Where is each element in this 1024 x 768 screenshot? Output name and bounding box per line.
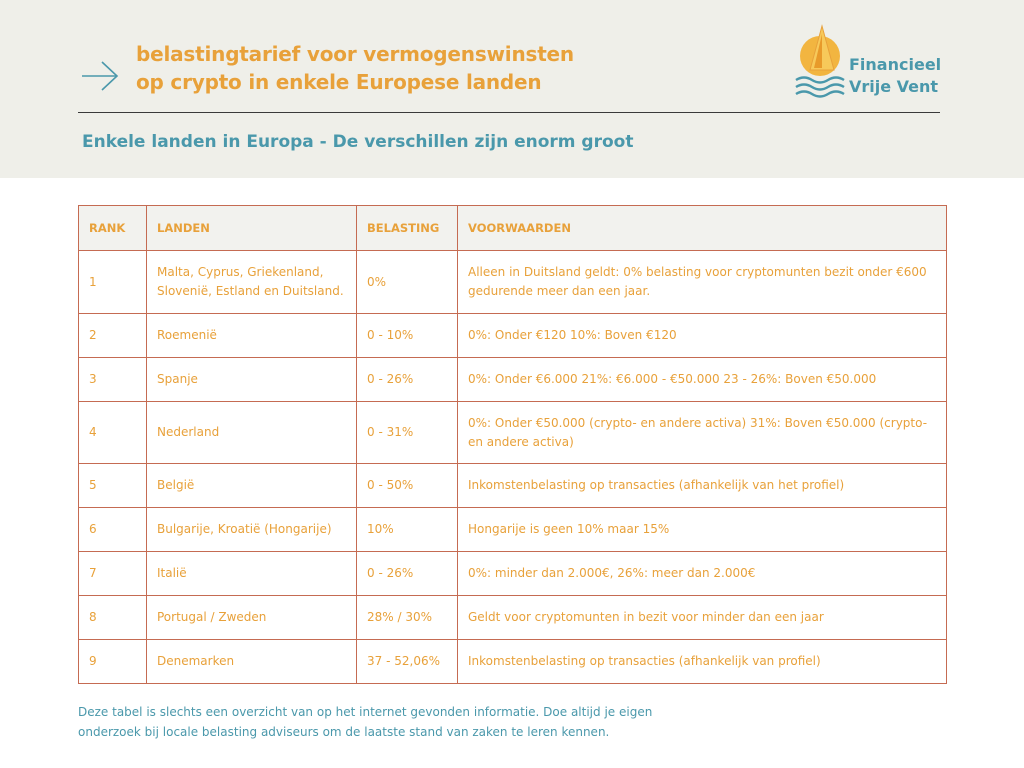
column-header-tax: BELASTING: [357, 206, 458, 251]
table-row: [79, 464, 947, 508]
conditions-cell: Inkomstenbelasting op transacties (afhankelijk van het profiel): [458, 464, 947, 508]
conditions-cell: 0%: minder dan 2.000€, 26%: meer dan 2.000€: [458, 552, 947, 596]
rank-cell: 3: [79, 358, 147, 402]
conditions-cell: 0%: Onder €50.000 (crypto- en andere activa) 31%: Boven €50.000 (crypto- en andere activa): [458, 402, 947, 464]
table-row: [79, 314, 947, 358]
tax-cell: 0 - 31%: [357, 402, 458, 464]
header-divider: [78, 112, 940, 113]
logo-text: [849, 54, 941, 98]
tax-cell: 0 - 10%: [357, 314, 458, 358]
conditions-cell: Hongarije is geen 10% maar 15%: [458, 508, 947, 552]
logo-line-2: Vrije Vent: [849, 77, 939, 96]
tax-cell: 28% / 30%: [357, 596, 458, 640]
country-cell: Denemarken: [147, 640, 357, 684]
table-row: [79, 640, 947, 684]
rank-cell: 8: [79, 596, 147, 640]
rank-cell: 7: [79, 552, 147, 596]
page-header: [0, 0, 1024, 178]
table-row: [79, 552, 947, 596]
country-cell: Portugal / Zweden: [147, 596, 357, 640]
tax-cell: 0 - 26%: [357, 358, 458, 402]
table-header-row: [79, 206, 947, 251]
rank-cell: 2: [79, 314, 147, 358]
column-header-rank: RANK: [79, 206, 147, 251]
disclaimer-line-2: onderzoek bij locale belasting adviseurs om de laatste stand van zaken te leren kennen.: [78, 725, 610, 739]
country-cell: Bulgarije, Kroatië (Hongarije): [147, 508, 357, 552]
tax-rate-table: [78, 205, 947, 684]
table-row: [79, 358, 947, 402]
country-cell: Malta, Cyprus, Griekenland, Slovenië, Estland en Duitsland.: [147, 251, 357, 314]
tax-cell: 10%: [357, 508, 458, 552]
conditions-cell: Alleen in Duitsland geldt: 0% belasting voor cryptomunten bezit onder €600 gedurende meer dan een jaar.: [458, 251, 947, 314]
disclaimer-note: [78, 702, 718, 742]
rank-cell: 5: [79, 464, 147, 508]
rank-cell: 9: [79, 640, 147, 684]
conditions-cell: 0%: Onder €120 10%: Boven €120: [458, 314, 947, 358]
rank-cell: 6: [79, 508, 147, 552]
page-title: [136, 40, 574, 96]
title-line-1: belastingtarief voor vermogenswinsten: [136, 42, 574, 66]
column-header-conditions: VOORWAARDEN: [458, 206, 947, 251]
tax-cell: 0 - 50%: [357, 464, 458, 508]
country-cell: Roemenië: [147, 314, 357, 358]
arrow-right-icon: [80, 58, 120, 94]
conditions-cell: Inkomstenbelasting op transacties (afhankelijk van profiel): [458, 640, 947, 684]
country-cell: Spanje: [147, 358, 357, 402]
country-cell: België: [147, 464, 357, 508]
table-row: [79, 596, 947, 640]
title-line-2: op crypto in enkele Europese landen: [136, 70, 542, 94]
country-cell: Nederland: [147, 402, 357, 464]
tax-cell: 37 - 52,06%: [357, 640, 458, 684]
table-row: [79, 402, 947, 464]
rank-cell: 1: [79, 251, 147, 314]
tax-cell: 0 - 26%: [357, 552, 458, 596]
table-row: [79, 251, 947, 314]
rank-cell: 4: [79, 402, 147, 464]
conditions-cell: 0%: Onder €6.000 21%: €6.000 - €50.000 23 - 26%: Boven €50.000: [458, 358, 947, 402]
conditions-cell: Geldt voor cryptomunten in bezit voor minder dan een jaar: [458, 596, 947, 640]
page-subtitle: Enkele landen in Europa - De verschillen zijn enorm groot: [82, 132, 634, 152]
column-header-countries: LANDEN: [147, 206, 357, 251]
country-cell: Italië: [147, 552, 357, 596]
disclaimer-line-1: Deze tabel is slechts een overzicht van op het internet gevonden informatie. Doe altijd je eigen: [78, 705, 653, 719]
table-row: [79, 508, 947, 552]
tax-cell: 0%: [357, 251, 458, 314]
logo-line-1: Financieel: [849, 55, 942, 74]
